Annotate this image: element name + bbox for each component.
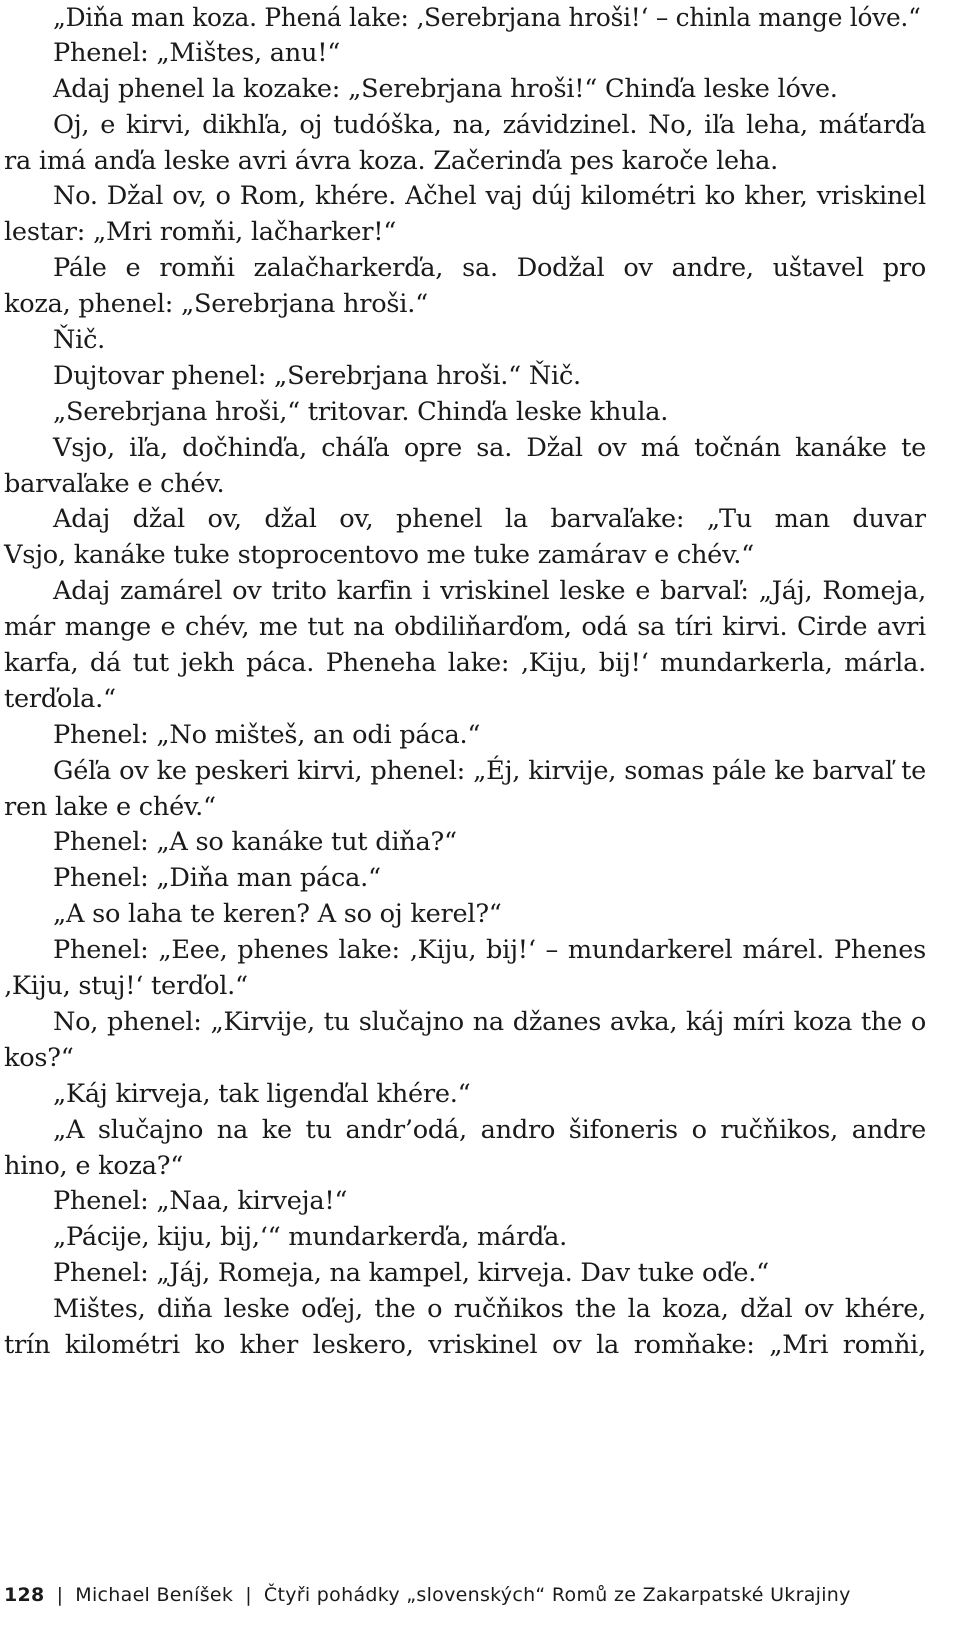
page-footer	[4, 1580, 944, 1610]
text-line: Phenel: „No mišteš, an odi páca.“	[53, 719, 481, 750]
text-line: „Pácije, kiju, bij,‘“ mundarkerďa, márďa.	[53, 1222, 568, 1253]
footer-author: Michael Beníšek	[75, 1584, 234, 1606]
text-line: Mištes, diňa leske oďej, the o ručňikos the la koza, džal ov khére,	[53, 1294, 926, 1325]
text-line: ren lake e chév.“	[4, 791, 216, 822]
text-line: karfa, dá tut jekh páca. Pheneha lake: ‚Kiju, bij!‘ mundarkerla, márla.	[4, 648, 926, 679]
text-line: „A so laha te keren? A so oj kerel?“	[53, 899, 502, 930]
text-line: trín kilométri ko kher leskero, vriskinel ov la romňake: „Mri romňi,	[4, 1329, 926, 1360]
text-line: terďola.“	[4, 683, 116, 714]
text-line: Phenel: „Eee, phenes lake: ‚Kiju, bij!‘ – mundarkerel márel. Phenes	[53, 935, 926, 966]
text-line: barvaľake e chév.	[4, 468, 225, 499]
text-line: Ňič.	[53, 325, 106, 356]
text-line: koza, phenel: „Serebrjana hroši.“	[4, 289, 428, 320]
text-line: Vsjo, kanáke tuke stoprocentovo me tuke zamárav e chév.“	[4, 540, 754, 571]
text-line: Géľa ov ke peskeri kirvi, phenel: „Éj, kirvije, somas pále ke barvaľ te	[53, 755, 926, 786]
text-line: „Diňa man koza. Phená lake: ‚Serebrjana hroši!‘ – chinla mange lóve.“	[53, 3, 921, 32]
text-line: No. Džal ov, o Rom, khére. Ačhel vaj dúj kilométri ko kher, vriskinel	[53, 181, 926, 212]
text-line: Adaj džal ov, džal ov, phenel la barvaľake: „Tu man duvar	[53, 504, 926, 535]
text-line: kos?“	[4, 1042, 74, 1073]
body-text	[4, 0, 926, 1364]
text-line: Vsjo, iľa, dočhinďa, cháľa opre sa. Džal ov má točnán kanáke te	[53, 432, 926, 463]
page-number: 128	[4, 1584, 45, 1606]
text-line: már mange e chév, me tut na obdiliňarďom, odá sa tíri kirvi. Cirde avri	[4, 612, 926, 643]
text-line: lestar: „Mri romňi, lačharker!“	[4, 217, 397, 248]
text-line: Adaj phenel la kozake: „Serebrjana hroši!“ Chinďa leske lóve.	[53, 73, 838, 104]
footer-separator: |	[56, 1584, 64, 1606]
text-line: „Káj kirveja, tak ligenďal khére.“	[53, 1078, 471, 1109]
text-line: Pále e romňi zalačharkerďa, sa. Dodžal ov andre, uštavel pro	[53, 253, 926, 284]
footer-book-title: Čtyři pohádky „slovenských“ Romů ze Zakarpatské Ukrajiny	[263, 1584, 851, 1606]
text-line: No, phenel: „Kirvije, tu slučajno na džanes avka, káj míri koza the o	[53, 1006, 926, 1037]
text-line: „Serebrjana hroši,“ tritovar. Chinďa leske khula.	[53, 396, 669, 427]
text-line: Adaj zamárel ov trito karfin i vriskinel leske e barvaľ: „Jáj, Romeja,	[53, 576, 926, 607]
footer-separator: |	[245, 1584, 252, 1606]
text-line: Phenel: „A so kanáke tut diňa?“	[53, 827, 457, 858]
text-line: Dujtovar phenel: „Serebrjana hroši.“ Ňič.	[53, 360, 581, 391]
text-line: hino, e koza?“	[4, 1150, 184, 1181]
text-line: Phenel: „Diňa man páca.“	[53, 863, 381, 894]
text-line: ‚Kiju, stuj!‘ terďol.“	[4, 971, 248, 1002]
text-line: Phenel: „Jáj, Romeja, na kampel, kirveja. Dav tuke oďe.“	[53, 1258, 769, 1289]
text-line: ra imá anďa leske avri ávra koza. Začerinďa pes karoče leha.	[4, 145, 779, 176]
text-line: Phenel: „Naa, kirveja!“	[53, 1186, 348, 1217]
text-line: Oj, e kirvi, dikhľa, oj tudóška, na, závidzinel. No, iľa leha, máťarďa	[53, 109, 926, 140]
text-line: „A slučajno na ke tu andr’odá, andro šifoneris o ručňikos, andre	[53, 1114, 926, 1145]
text-line: Phenel: „Mištes, anu!“	[53, 37, 341, 68]
